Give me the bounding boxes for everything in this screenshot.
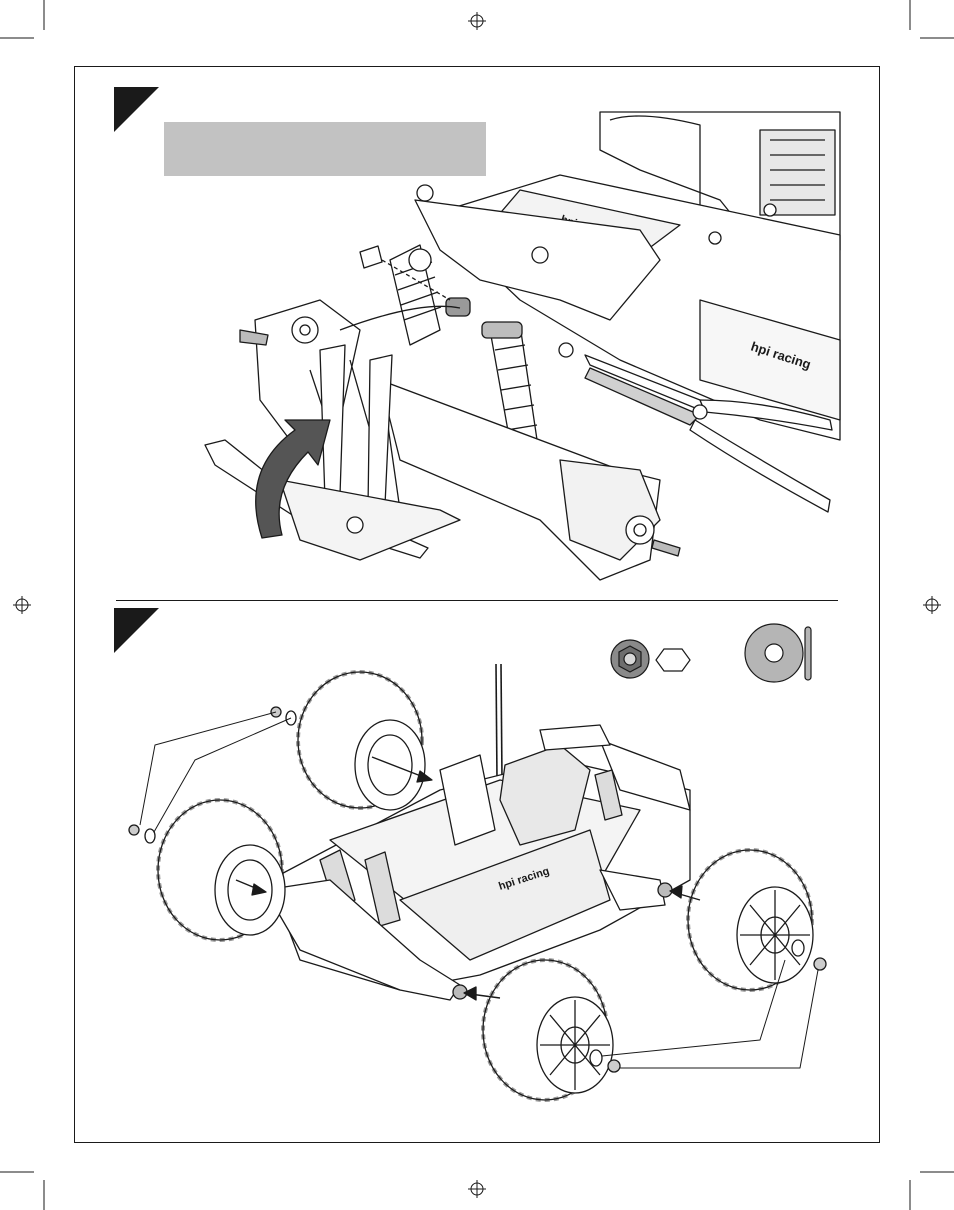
e-clip-icon — [559, 343, 573, 357]
step-1-illustration — [205, 112, 840, 580]
front-shock-left — [390, 245, 441, 345]
front-axle — [652, 540, 680, 556]
wheel-rear-left — [298, 672, 425, 810]
wheel-front-right — [483, 960, 613, 1100]
flange-nut-icon — [611, 640, 649, 678]
body-logo: hpi racing — [749, 338, 813, 373]
wheel-front-left — [158, 800, 285, 940]
wheel-rear-right — [688, 850, 813, 990]
e-clip-icon — [360, 246, 382, 268]
parts-callout — [611, 624, 811, 682]
hex-wrench-size-icon — [656, 649, 690, 671]
washer-icon — [745, 624, 811, 682]
body-logo: hpi racing — [497, 865, 551, 893]
step-2-illustration — [129, 664, 826, 1100]
